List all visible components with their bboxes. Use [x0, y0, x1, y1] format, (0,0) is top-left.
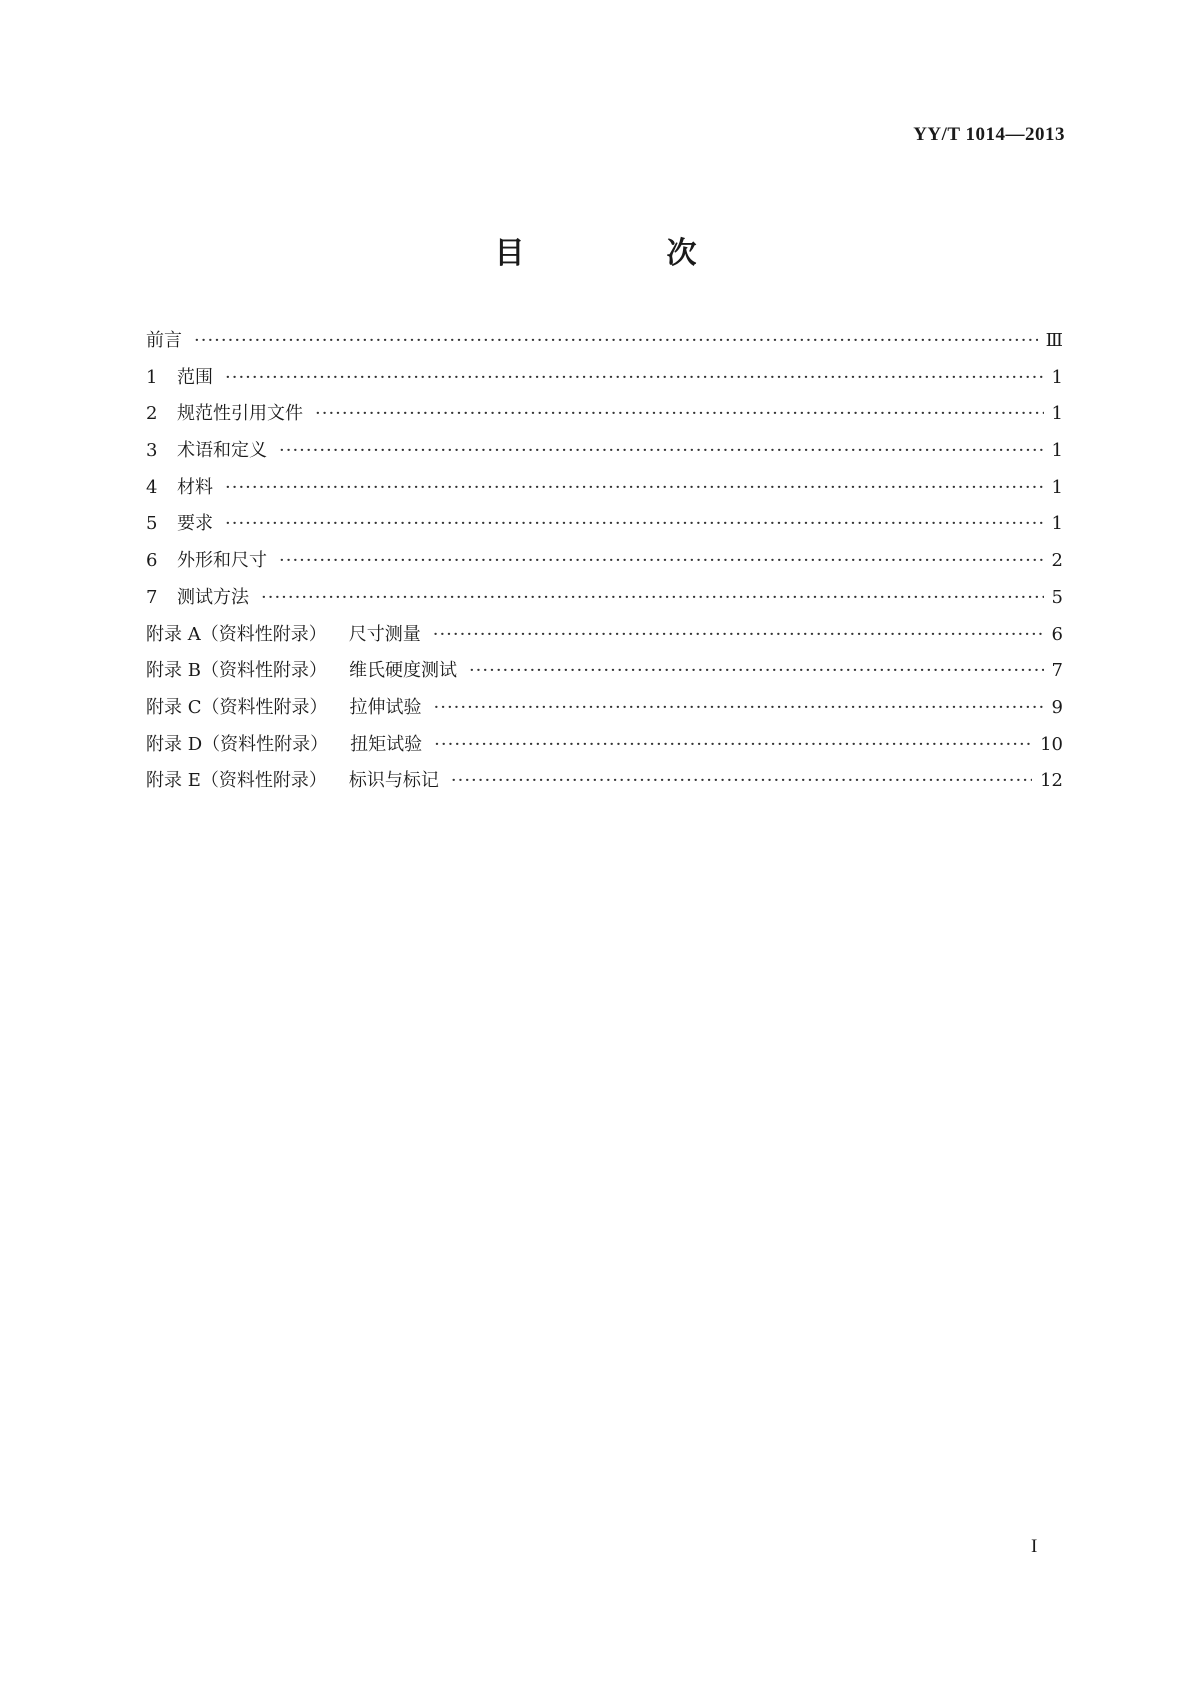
toc-dot-leader [433, 624, 1044, 645]
toc-entry-page: 10 [1040, 733, 1063, 755]
toc-entry-label: 材料 [177, 476, 213, 498]
toc-dot-leader [469, 660, 1044, 681]
toc-dot-leader [194, 330, 1038, 351]
toc-dot-leader [434, 734, 1032, 755]
standard-code: YY/T 1014—2013 [913, 124, 1065, 145]
toc-entry-page: 1 [1051, 403, 1063, 425]
toc-entry-label: 附录 E（资料性附录） [146, 770, 327, 792]
toc-entry-annex-d[interactable] [146, 730, 1063, 767]
toc-entry-label: 前言 [146, 330, 182, 351]
toc-entry-7[interactable] [146, 583, 1063, 620]
toc-dot-leader [225, 367, 1044, 388]
toc-entry-annex-b[interactable] [146, 656, 1063, 693]
toc-entry-page: 2 [1051, 550, 1063, 572]
toc-dot-leader [434, 697, 1044, 718]
toc-entry-foreword[interactable] [146, 326, 1063, 363]
page-title: 目 次 [494, 236, 753, 271]
toc-entry-number: 5 [146, 513, 158, 535]
toc-entry-subtitle: 扭矩试验 [350, 733, 423, 755]
toc-entry-label: 附录 D（资料性附录） [146, 733, 329, 755]
toc-entry-2[interactable] [146, 399, 1063, 436]
toc-dot-leader [279, 440, 1044, 461]
toc-dot-leader [279, 550, 1044, 571]
toc-entry-number: 1 [146, 366, 158, 388]
toc-entry-label: 要求 [177, 513, 213, 535]
page-number: I [1031, 1536, 1038, 1557]
toc-entry-page: 1 [1051, 366, 1063, 388]
toc-entry-annex-a[interactable] [146, 620, 1063, 657]
toc-entry-4[interactable] [146, 473, 1063, 510]
toc-entry-5[interactable] [146, 509, 1063, 546]
toc-entry-page: 1 [1051, 513, 1063, 535]
toc-entry-page: 7 [1051, 660, 1063, 682]
toc-entry-label: 外形和尺寸 [177, 550, 267, 572]
toc-entry-number: 2 [146, 403, 158, 425]
toc-dot-leader [315, 403, 1044, 424]
toc-entry-label: 附录 C（资料性附录） [146, 696, 328, 718]
toc-entry-page: 6 [1051, 623, 1063, 645]
toc-entry-label: 附录 A（资料性附录） [146, 623, 327, 645]
toc-entry-subtitle: 标识与标记 [348, 770, 439, 792]
toc-entry-page: 1 [1051, 476, 1063, 498]
toc-entry-page: Ⅲ [1045, 330, 1063, 351]
toc-entry-number: 6 [146, 550, 158, 572]
toc-entry-3[interactable] [146, 436, 1063, 473]
toc-entry-page: 1 [1051, 440, 1063, 462]
toc-entry-1[interactable] [146, 363, 1063, 400]
toc-dot-leader [225, 477, 1044, 498]
toc-entry-label: 测试方法 [177, 586, 249, 608]
toc-entry-subtitle: 维氏硬度测试 [348, 660, 457, 682]
toc-entry-number: 7 [146, 586, 158, 608]
toc-entry-page: 12 [1040, 770, 1063, 792]
toc-entry-subtitle: 拉伸试验 [349, 696, 422, 718]
toc-entry-6[interactable] [146, 546, 1063, 583]
toc-dot-leader [225, 513, 1044, 534]
toc-entry-label: 附录 B（资料性附录） [146, 660, 327, 682]
toc-entry-page: 9 [1051, 696, 1063, 718]
table-of-contents [146, 326, 1063, 803]
toc-entry-label: 范围 [177, 366, 213, 388]
toc-entry-label: 术语和定义 [177, 440, 267, 462]
toc-entry-number: 4 [146, 476, 158, 498]
toc-entry-label: 规范性引用文件 [177, 403, 303, 425]
toc-entry-subtitle: 尺寸测量 [348, 623, 421, 645]
toc-entry-annex-c[interactable] [146, 693, 1063, 730]
toc-entry-annex-e[interactable] [146, 766, 1063, 803]
toc-entry-page: 5 [1051, 586, 1063, 608]
toc-dot-leader [451, 770, 1032, 791]
toc-dot-leader [261, 587, 1044, 608]
toc-entry-number: 3 [146, 440, 158, 462]
